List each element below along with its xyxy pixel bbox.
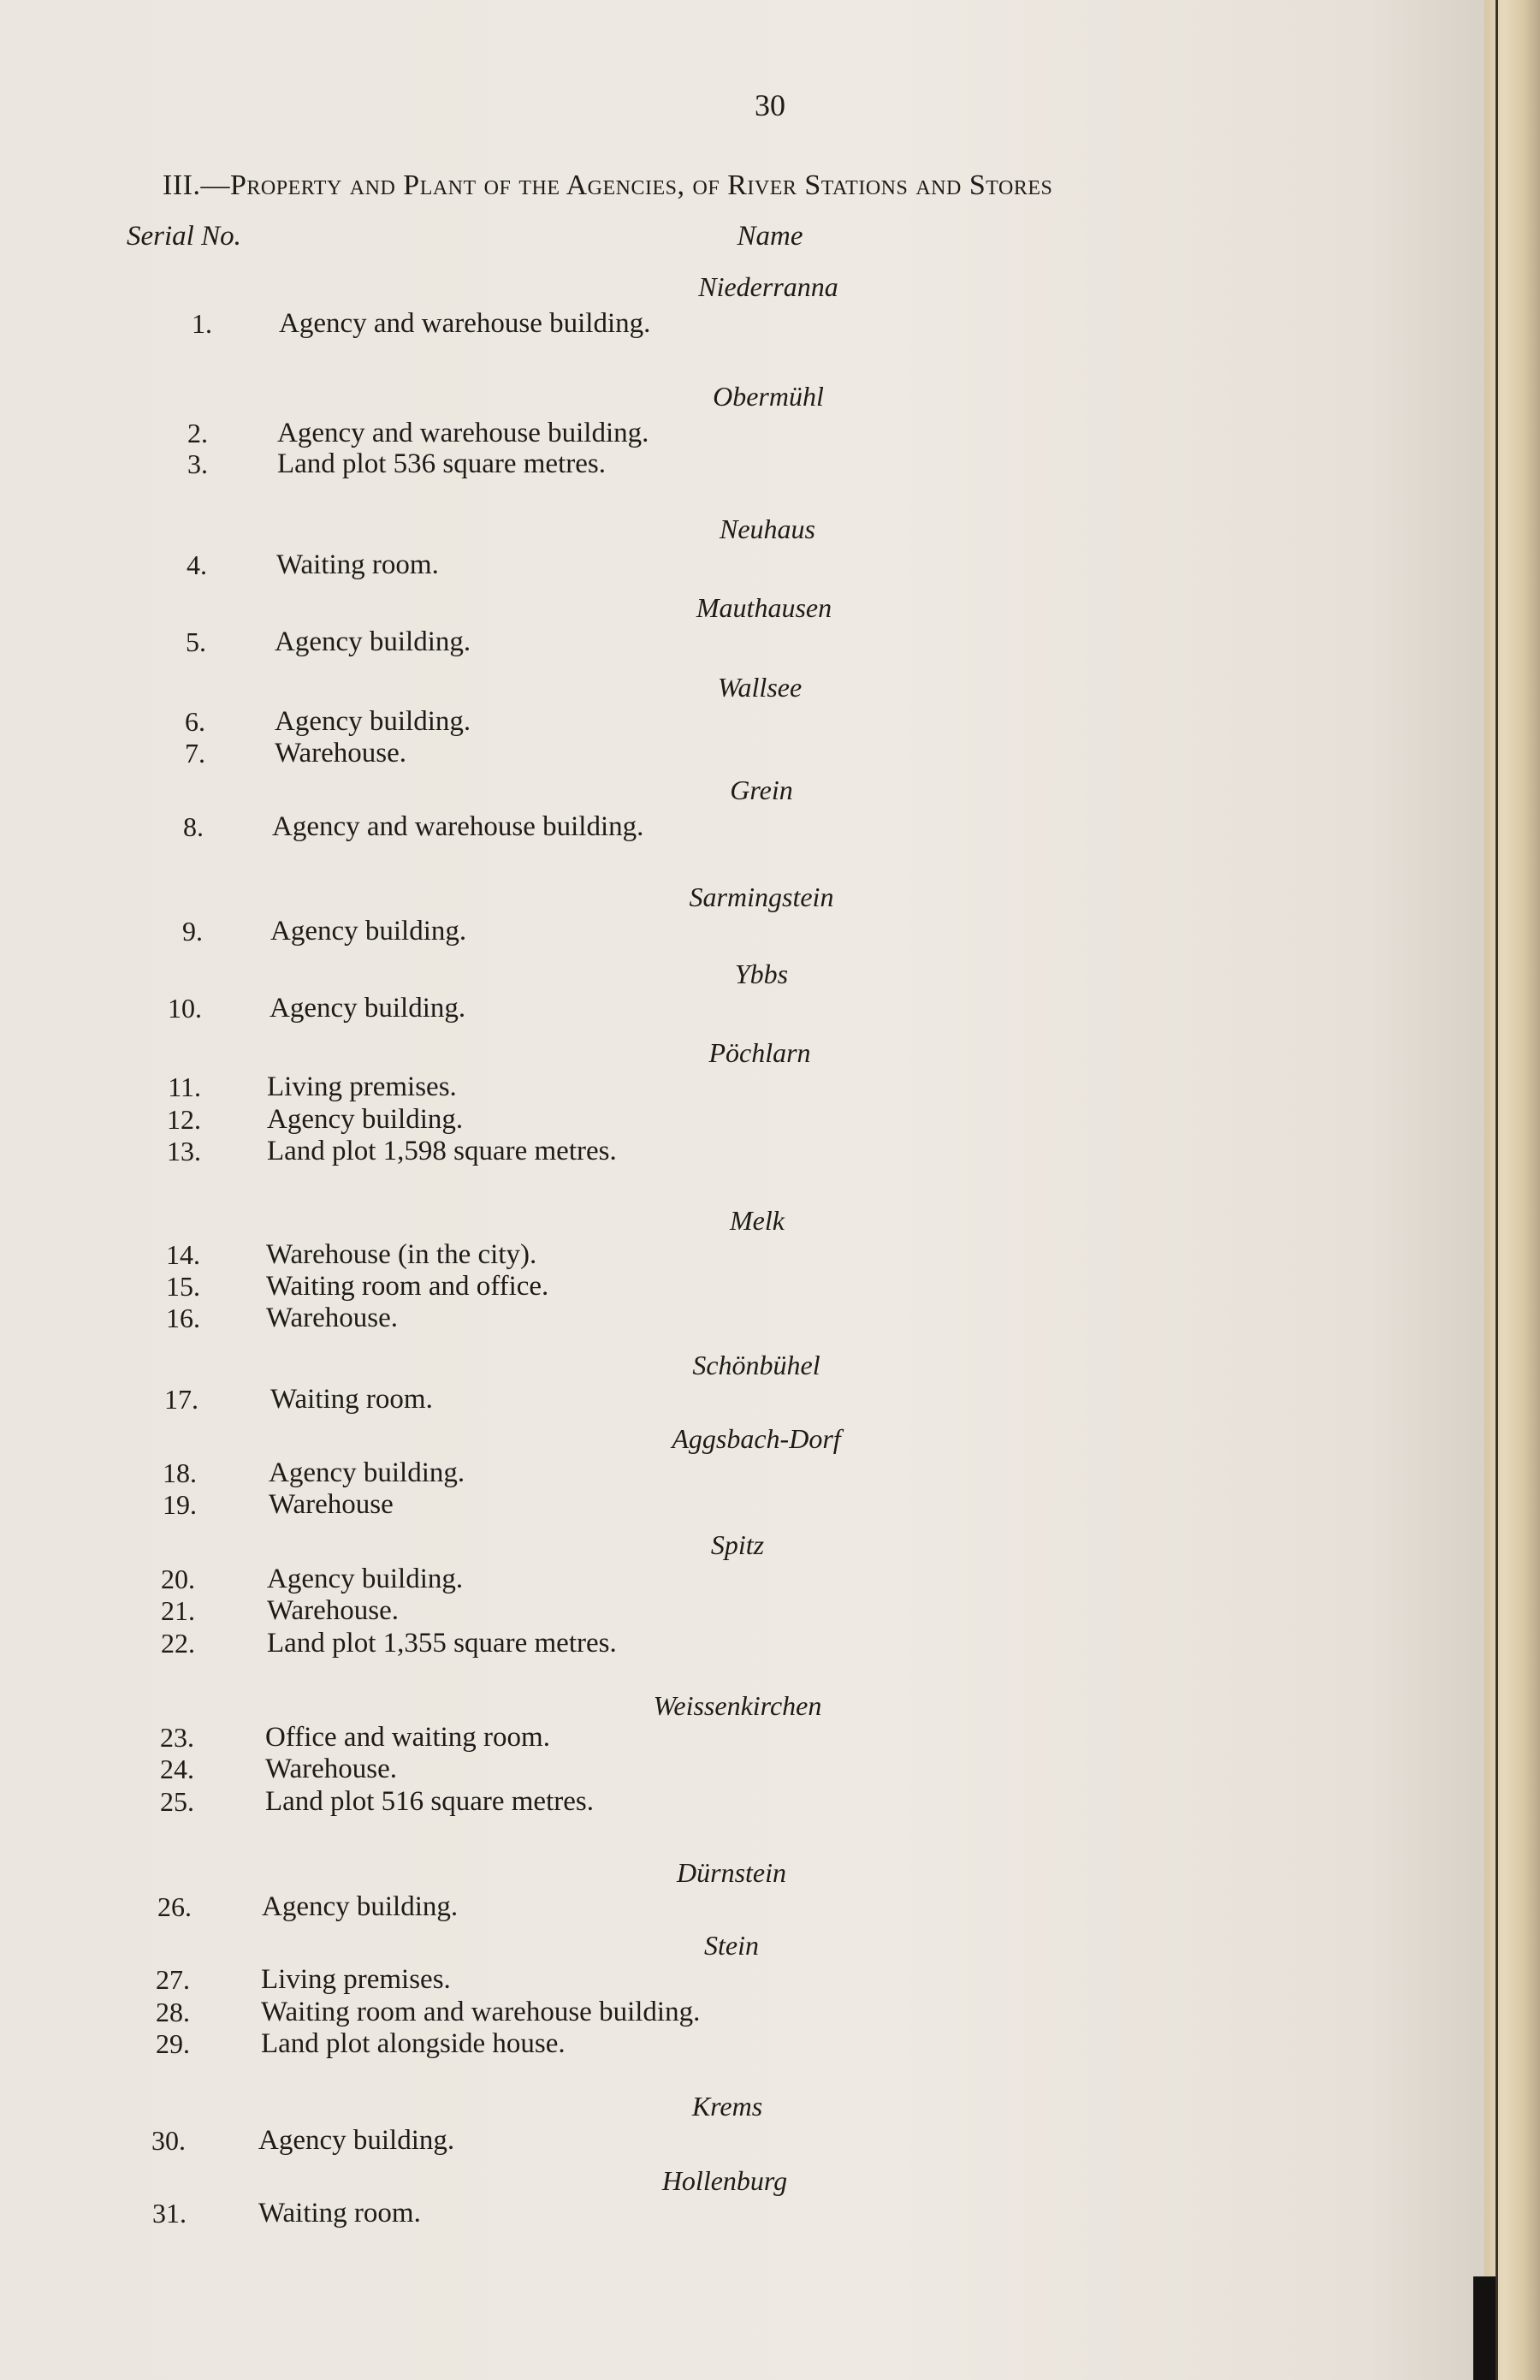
- edge-mark: [1473, 2276, 1496, 2380]
- place-name: Neuhaus: [720, 513, 815, 544]
- serial-number: 17.: [164, 1384, 198, 1415]
- serial-number: 26.: [157, 1891, 192, 1922]
- list-item: [0, 448, 1283, 483]
- serial-number: 21.: [161, 1595, 195, 1626]
- item-description: Land plot 516 square metres.: [265, 1786, 594, 1817]
- serial-number: 19.: [163, 1489, 197, 1520]
- serial-number: 11.: [168, 1071, 201, 1102]
- serial-number: 14.: [166, 1239, 200, 1270]
- item-description: Warehouse.: [265, 1754, 398, 1784]
- list-item: [0, 811, 1283, 846]
- list-item: [0, 1964, 1283, 1998]
- place-name: Stein: [704, 1930, 759, 1961]
- list-item: [0, 993, 1283, 1027]
- item-description: Waiting room.: [270, 1384, 433, 1415]
- list-item: [0, 418, 1283, 452]
- list-item: [0, 1104, 1283, 1138]
- place-name: Krems: [691, 2091, 763, 2122]
- serial-number: 10.: [168, 993, 202, 1024]
- serial-number: 5.: [186, 626, 206, 657]
- serial-number: 23.: [160, 1722, 194, 1753]
- list-item: [0, 1997, 1283, 2031]
- serial-number: 7.: [185, 738, 205, 769]
- serial-number: 9.: [182, 916, 203, 947]
- item-description: Waiting room.: [258, 2198, 421, 2229]
- place-name: Weissenkirchen: [653, 1690, 822, 1721]
- item-description: Warehouse.: [266, 1303, 399, 1333]
- item-description: Agency building.: [269, 1457, 465, 1488]
- item-description: Waiting room and office.: [266, 1271, 549, 1302]
- item-description: Living premises.: [267, 1071, 457, 1102]
- item-description: Agency building.: [275, 626, 471, 657]
- item-description: Agency building.: [270, 916, 467, 947]
- place-name: Sarmingstein: [689, 881, 834, 912]
- serial-number: 25.: [160, 1786, 194, 1817]
- item-description: Agency building.: [262, 1891, 459, 1922]
- list-item: [0, 2125, 1283, 2159]
- list-item: [0, 1071, 1283, 1106]
- serial-number: 31.: [152, 2198, 187, 2229]
- heading-numeral: III.—: [163, 169, 230, 201]
- item-description: Warehouse: [269, 1489, 394, 1520]
- list-item: [0, 1891, 1283, 1926]
- item-description: Warehouse.: [267, 1595, 400, 1626]
- serial-number: 13.: [167, 1136, 201, 1166]
- serial-number: 3.: [187, 448, 208, 479]
- place-name: Hollenburg: [661, 2165, 788, 2196]
- serial-number: 24.: [160, 1754, 194, 1784]
- place-name: Ybbs: [734, 959, 789, 989]
- serial-number: 27.: [156, 1964, 190, 1995]
- page-edge-line: [1496, 0, 1498, 2380]
- list-item: [0, 626, 1283, 661]
- serial-number: 30.: [151, 2125, 186, 2156]
- list-item: [0, 1303, 1283, 1337]
- item-description: Waiting room and warehouse building.: [261, 1997, 701, 2027]
- list-item: [0, 549, 1283, 584]
- item-description: Agency building.: [267, 1564, 464, 1594]
- place-name: Spitz: [710, 1529, 765, 1560]
- page-number: 30: [755, 88, 785, 122]
- place-name: Schönbühel: [692, 1350, 820, 1380]
- place-name: Grein: [730, 775, 793, 805]
- serial-number: 29.: [156, 2028, 190, 2059]
- list-item: [0, 308, 1283, 342]
- item-description: Agency building.: [270, 993, 466, 1024]
- place-name: Aggsbach-Dorf: [672, 1423, 841, 1454]
- item-description: Agency and warehouse building.: [277, 418, 649, 448]
- item-description: Agency building.: [267, 1104, 464, 1135]
- place-name: Pöchlarn: [708, 1037, 811, 1068]
- list-item: [0, 1754, 1283, 1788]
- list-item: [0, 1136, 1283, 1170]
- list-item: [0, 1271, 1283, 1305]
- item-description: Agency building.: [258, 2125, 455, 2156]
- serial-number: 12.: [167, 1104, 201, 1135]
- item-description: Agency building.: [275, 706, 471, 737]
- item-description: Land plot alongside house.: [261, 2028, 566, 2059]
- list-item: [0, 2198, 1283, 2232]
- list-item: [0, 1786, 1283, 1820]
- book-edge: [1484, 0, 1540, 2380]
- column-header-serial: Serial No.: [127, 221, 241, 252]
- item-description: Land plot 536 square metres.: [277, 448, 606, 479]
- serial-number: 20.: [161, 1564, 195, 1594]
- item-description: Agency and warehouse building.: [272, 811, 644, 842]
- list-item: [0, 1628, 1283, 1662]
- place-name: Obermühl: [713, 381, 824, 412]
- list-item: [0, 738, 1283, 772]
- serial-number: 18.: [163, 1457, 197, 1488]
- list-item: [0, 1722, 1283, 1756]
- section-heading: [163, 169, 1420, 202]
- serial-number: 16.: [166, 1303, 200, 1333]
- place-name: Mauthausen: [696, 592, 832, 623]
- item-description: Agency and warehouse building.: [279, 308, 651, 339]
- item-description: Waiting room.: [276, 549, 439, 580]
- serial-number: 8.: [183, 811, 204, 842]
- serial-number: 1.: [192, 308, 212, 339]
- list-item: [0, 1564, 1283, 1598]
- list-item: [0, 1239, 1283, 1273]
- item-description: Warehouse (in the city).: [266, 1239, 537, 1270]
- heading-text: Property and Plant of the Agencies, of River Stations and Stores: [229, 169, 1053, 201]
- serial-number: 2.: [187, 418, 208, 448]
- list-item: [0, 706, 1283, 740]
- place-name: Niederranna: [698, 271, 838, 302]
- item-description: Land plot 1,355 square metres.: [267, 1628, 617, 1659]
- item-description: Land plot 1,598 square metres.: [267, 1136, 617, 1166]
- place-name: Wallsee: [717, 672, 803, 703]
- serial-number: 28.: [156, 1997, 190, 2027]
- list-item: [0, 916, 1283, 950]
- place-name: Dürnstein: [677, 1857, 786, 1888]
- item-description: Warehouse.: [275, 738, 407, 769]
- column-header-name: Name: [737, 221, 803, 252]
- list-item: [0, 1457, 1283, 1492]
- list-item: [0, 1384, 1283, 1418]
- place-name: Melk: [730, 1205, 785, 1236]
- list-item: [0, 1489, 1283, 1523]
- list-item: [0, 1595, 1283, 1629]
- item-description: Office and waiting room.: [265, 1722, 550, 1753]
- item-description: Living premises.: [261, 1964, 451, 1995]
- serial-number: 15.: [166, 1271, 200, 1302]
- list-item: [0, 2028, 1283, 2062]
- serial-number: 4.: [187, 549, 207, 580]
- serial-number: 22.: [161, 1628, 195, 1659]
- serial-number: 6.: [185, 706, 205, 737]
